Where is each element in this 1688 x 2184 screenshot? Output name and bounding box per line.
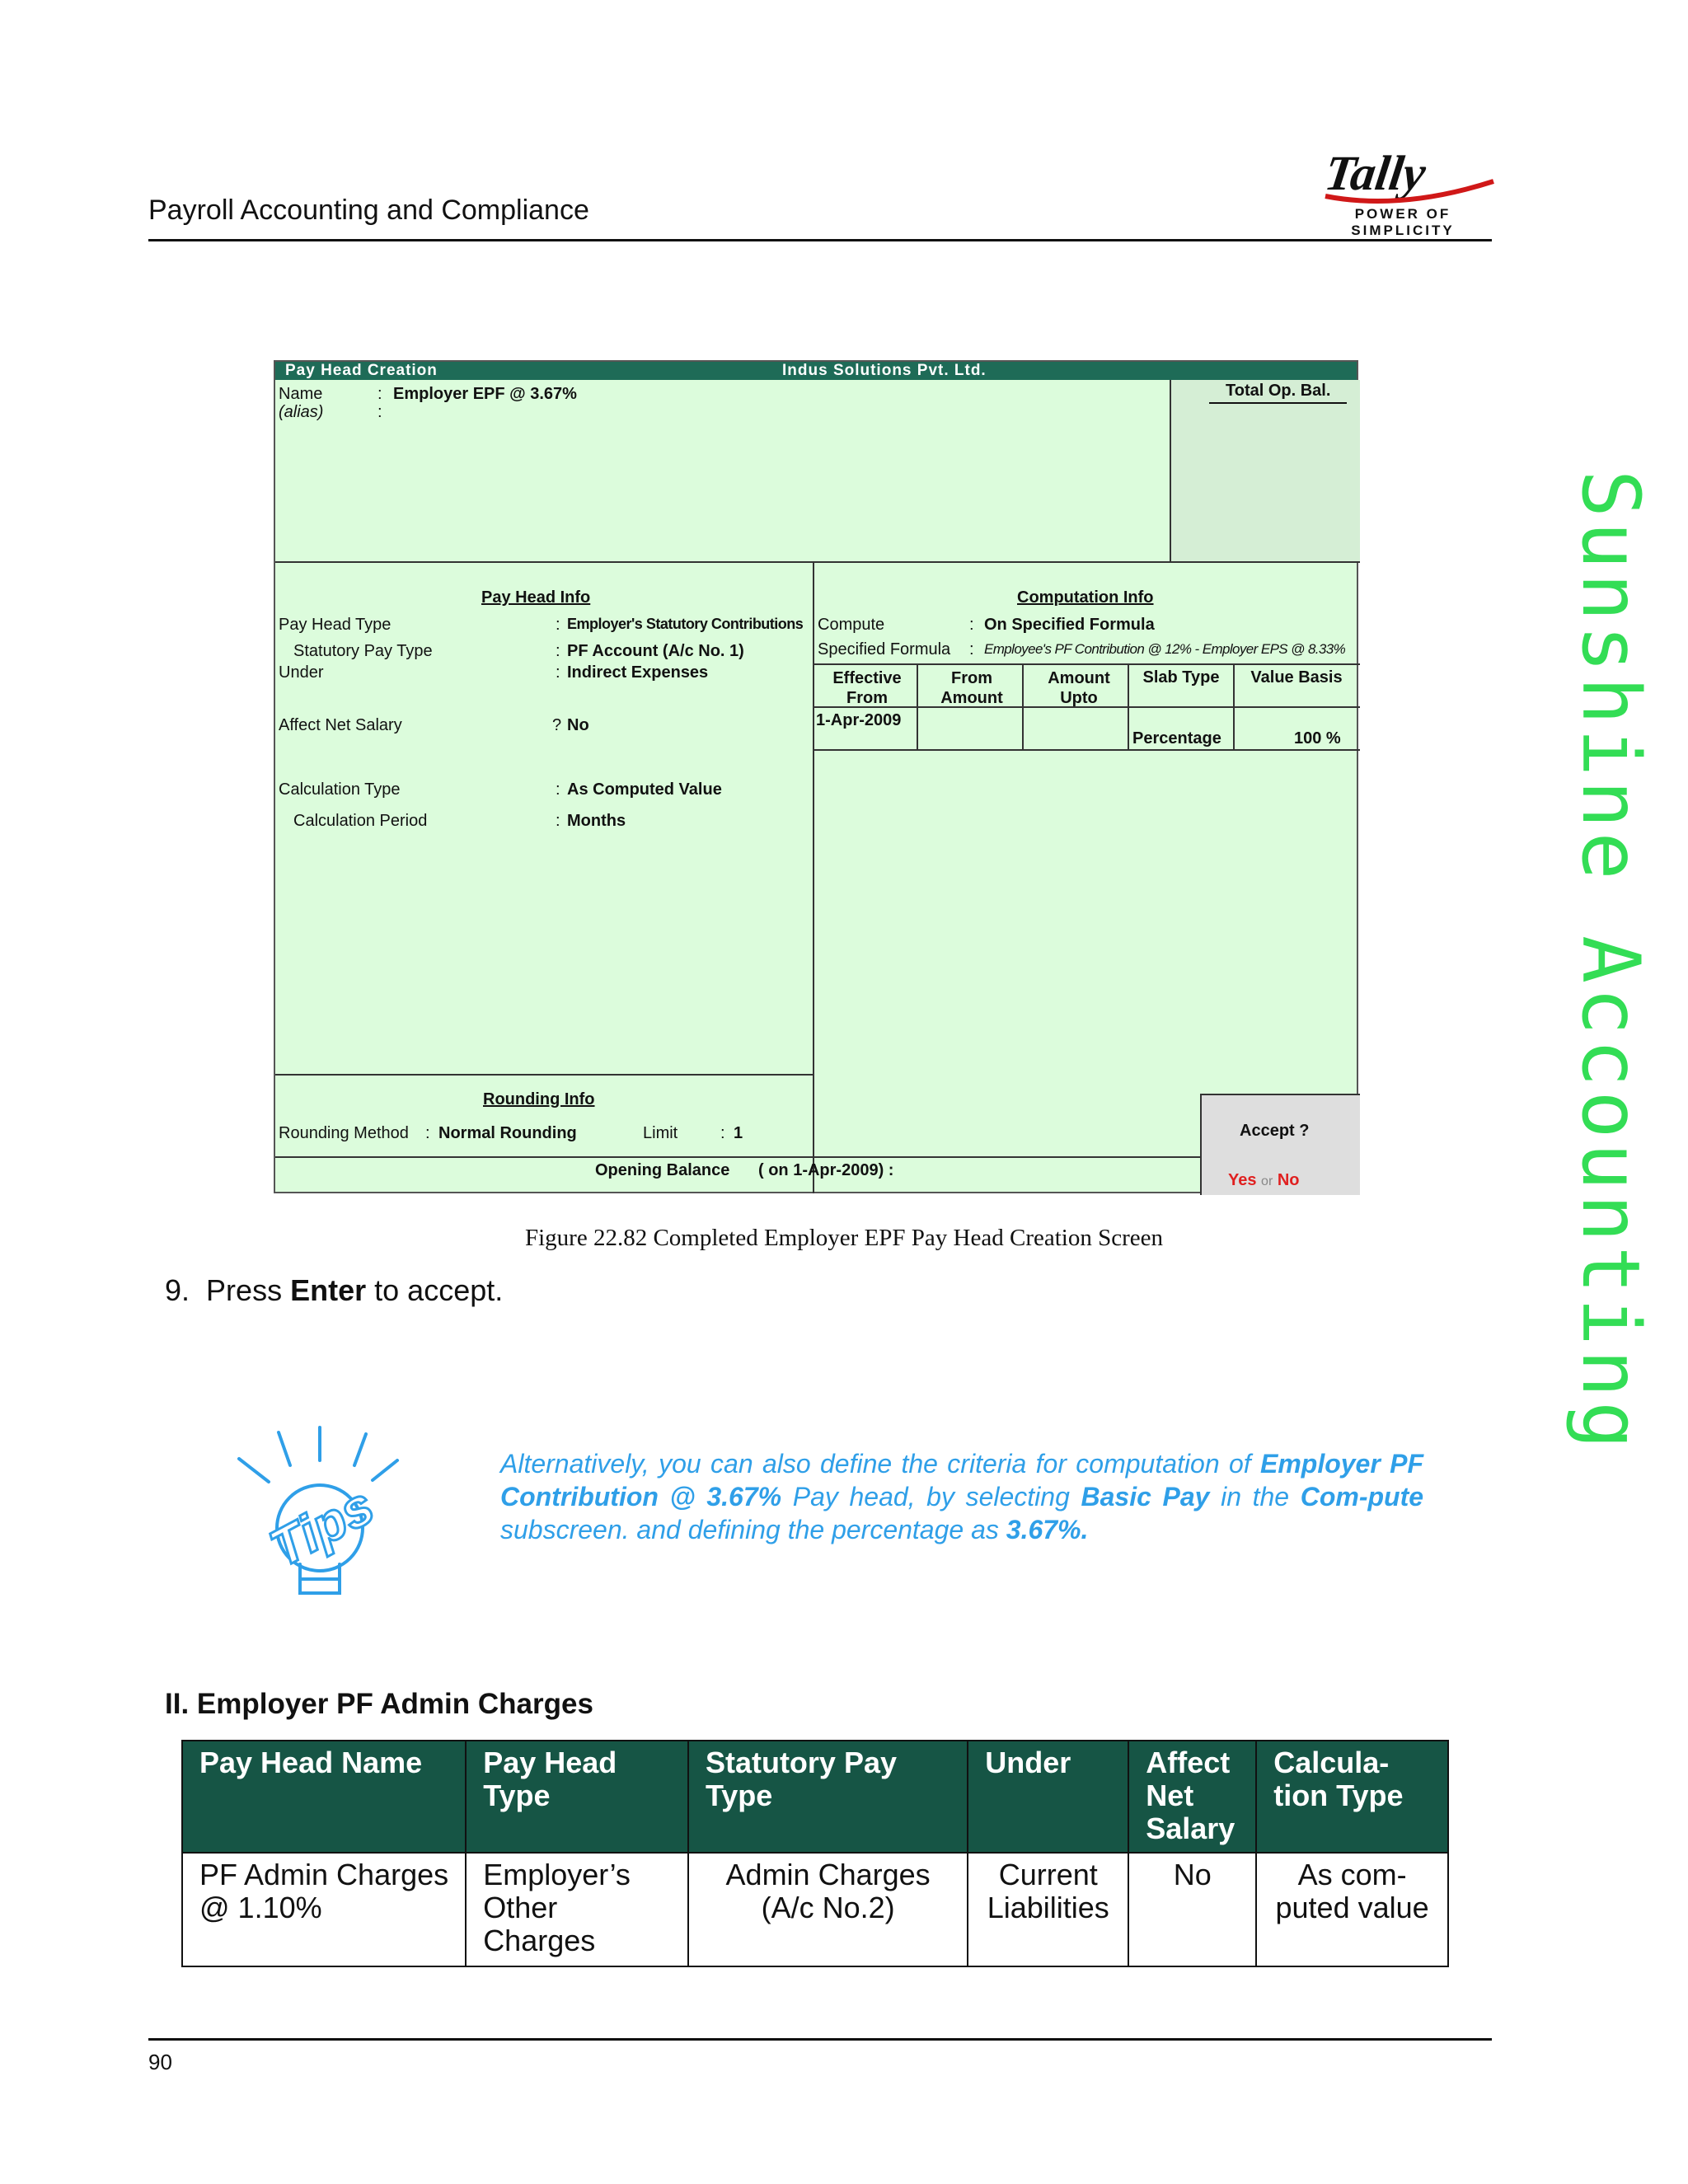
under-field[interactable]: Indirect Expenses <box>567 663 709 682</box>
figure-caption: Figure 22.82 Completed Employer EPF Pay Head Creation Screen <box>525 1225 1163 1251</box>
tally-logo-tagline: POWER OF SIMPLICITY <box>1351 206 1455 238</box>
step-instruction <box>165 1273 503 1308</box>
accept-yes-option[interactable]: Yes <box>1228 1171 1257 1189</box>
affect-net-salary-field[interactable]: No <box>567 716 589 734</box>
compute-label: Compute <box>818 616 885 634</box>
table-header-cell: Affect Net Salary <box>1128 1741 1256 1853</box>
field-separator: : <box>969 640 974 658</box>
slab-table-bottom-border <box>813 749 1360 751</box>
total-op-bal-panel <box>1170 380 1360 561</box>
limit-field[interactable]: 1 <box>734 1124 743 1142</box>
pay-head-creation-screen <box>274 360 1358 1193</box>
affect-net-salary-label: Affect Net Salary <box>279 716 402 734</box>
table-header-cell: Under <box>968 1741 1128 1853</box>
accept-no-option[interactable]: No <box>1277 1171 1300 1189</box>
calculation-type-field[interactable]: As Computed Value <box>567 780 722 799</box>
table-cell: Admin Charges (A/c No.2) <box>688 1853 968 1966</box>
tips-text-part: Pay head, by selecting <box>781 1482 1081 1511</box>
accept-question: Accept ? <box>1240 1122 1310 1140</box>
field-separator: : <box>556 812 560 830</box>
cell-value-basis[interactable]: 100 % <box>1294 729 1341 748</box>
field-separator: : <box>425 1124 430 1142</box>
calculation-type-label: Calculation Type <box>279 780 401 799</box>
field-separator: ? <box>552 716 562 734</box>
calculation-period-label: Calculation Period <box>293 812 428 830</box>
field-separator: : <box>556 642 560 660</box>
rounding-divider <box>275 1074 814 1076</box>
name-field[interactable]: Employer EPF @ 3.67% <box>393 385 577 403</box>
table-cell: PF Admin Charges @ 1.10% <box>182 1853 466 1966</box>
tips-icon-label: Tips <box>260 1475 383 1579</box>
name-separator: : <box>377 385 382 403</box>
pay-head-type-field[interactable]: Employer's Statutory Contributions <box>567 616 804 632</box>
opening-balance-divider <box>275 1156 1202 1158</box>
limit-label: Limit <box>643 1124 678 1142</box>
computation-info-heading: Computation Info <box>1017 588 1154 607</box>
tips-text-part: in the <box>1209 1482 1301 1511</box>
tips-bold-part: 3.67%. <box>1006 1515 1089 1544</box>
slab-table-col-border <box>1022 663 1024 751</box>
field-separator: : <box>720 1124 725 1142</box>
name-label: Name <box>279 385 323 403</box>
step-text-post: to accept. <box>374 1273 504 1307</box>
tips-bold-part: Basic Pay <box>1081 1482 1210 1511</box>
alias-separator: : <box>377 403 382 421</box>
field-separator: : <box>556 616 560 634</box>
section-title: II. Employer PF Admin Charges <box>165 1688 593 1720</box>
col-from-amount: From Amount <box>940 669 1003 707</box>
table-cell: As com-puted value <box>1256 1853 1448 1966</box>
running-header-title: Payroll Accounting and Compliance <box>148 194 589 226</box>
total-op-bal-heading: Total Op. Bal. <box>1209 382 1347 404</box>
rounding-method-label: Rounding Method <box>279 1124 409 1142</box>
table-header-cell: Pay Head Name <box>182 1741 466 1853</box>
pay-head-type-label: Pay Head Type <box>279 616 392 634</box>
rounding-info-heading: Rounding Info <box>483 1090 595 1108</box>
statutory-pay-type-label: Statutory Pay Type <box>293 642 433 660</box>
calculation-period-field[interactable]: Months <box>567 812 626 830</box>
accept-or-text: or <box>1261 1174 1273 1188</box>
screen-title: Pay Head Creation <box>285 362 438 379</box>
cell-effective-from[interactable]: 1-Apr-2009 <box>816 711 902 729</box>
table-header-cell: Statutory Pay Type <box>688 1741 968 1853</box>
tips-text-part: subscreen. and defining the percentage as <box>500 1515 1006 1544</box>
tips-bulb-icon <box>232 1424 406 1605</box>
footer-rule <box>148 2038 1492 2041</box>
page-number: 90 <box>148 2050 172 2074</box>
step-number: 9. <box>165 1273 190 1307</box>
specified-formula-label: Specified Formula <box>818 640 951 658</box>
slab-table-top-border <box>813 663 1360 665</box>
col-effective-from: Effective From <box>832 669 902 707</box>
table-cell: No <box>1128 1853 1256 1966</box>
section-divider <box>275 561 1360 563</box>
step-key: Enter <box>290 1273 367 1307</box>
step-text-pre: Press <box>206 1273 283 1307</box>
col-slab-type: Slab Type <box>1142 668 1220 687</box>
cell-slab-type[interactable]: Percentage <box>1132 729 1221 748</box>
tips-text-part: Alternatively, you can also define the criteria for computation of <box>500 1449 1260 1479</box>
header-rule <box>148 239 1492 241</box>
field-separator: : <box>969 616 974 634</box>
table-cell: Current Liabilities <box>968 1853 1128 1966</box>
compute-field[interactable]: On Specified Formula <box>984 616 1155 634</box>
screen-title-bar <box>275 362 1357 380</box>
table-row <box>182 1853 1448 1966</box>
col-value-basis: Value Basis <box>1250 668 1343 687</box>
specified-formula-field[interactable]: Employee's PF Contribution @ 12% - Employer EPS @ 8.33% <box>984 641 1346 657</box>
slab-table-col-border <box>917 663 918 751</box>
rounding-method-field[interactable]: Normal Rounding <box>438 1124 577 1142</box>
under-label: Under <box>279 663 324 682</box>
alias-label: (alias) <box>279 403 324 421</box>
tips-bold-part: Com-pute <box>1300 1482 1424 1511</box>
watermark: Sunshine Accounting <box>1564 470 1657 1454</box>
opening-balance-date[interactable]: ( on 1-Apr-2009) : <box>758 1161 894 1179</box>
col-amount-upto: Amount Upto <box>1048 669 1110 707</box>
pay-head-table <box>181 1740 1449 1967</box>
column-divider <box>813 561 814 1193</box>
accept-dialog <box>1200 1094 1360 1195</box>
pay-head-info-heading: Pay Head Info <box>481 588 591 607</box>
company-name: Indus Solutions Pvt. Ltd. <box>782 362 987 379</box>
statutory-pay-type-field[interactable]: PF Account (A/c No. 1) <box>567 642 744 660</box>
table-header-row <box>182 1741 1448 1853</box>
tips-bold-part: Employer PF Contribution @ 3.67% <box>500 1449 1424 1511</box>
tips-text <box>500 1447 1423 1546</box>
field-separator: : <box>556 780 560 799</box>
table-cell: Employer’s Other Charges <box>466 1853 688 1966</box>
tally-logo-wordmark: Tally <box>1321 146 1429 201</box>
field-separator: : <box>556 663 560 682</box>
table-header-cell: Calcula-tion Type <box>1256 1741 1448 1853</box>
table-header-cell: Pay Head Type <box>466 1741 688 1853</box>
opening-balance-label: Opening Balance <box>595 1161 730 1179</box>
